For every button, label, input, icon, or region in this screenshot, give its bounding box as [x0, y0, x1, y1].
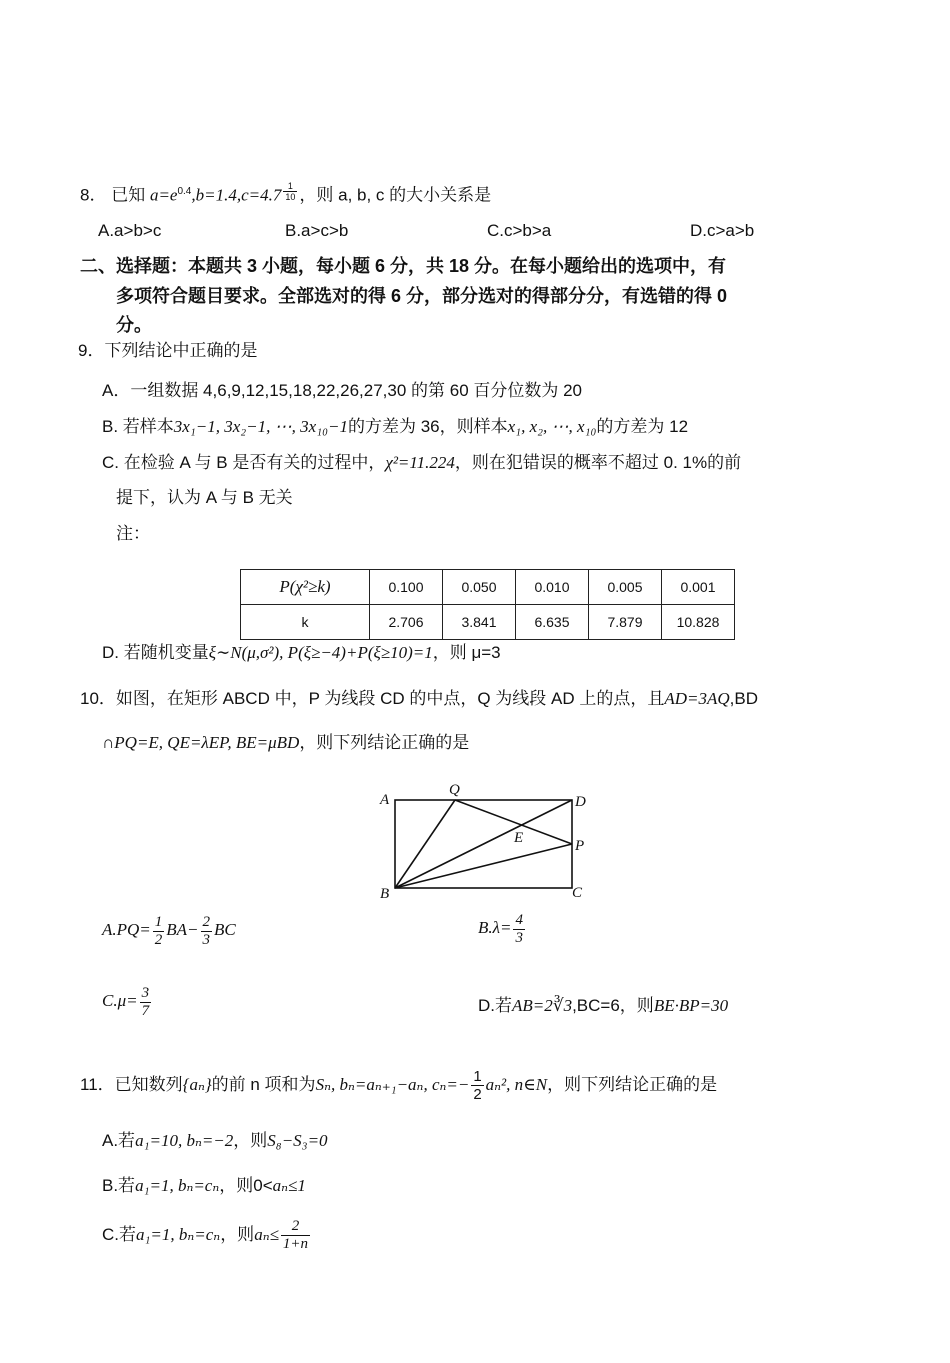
q10-line1-expr: AD=3AQ: [664, 689, 730, 708]
q10-c-num: 3: [141, 984, 150, 1001]
q11-b-expr: a₁=1, bₙ=cₙ: [135, 1176, 220, 1195]
q10-c-label: C.: [102, 991, 118, 1010]
q11-option-a: [102, 1129, 328, 1153]
q9-option-c-line2: 提下，认为 A 与 B 无关: [116, 488, 293, 507]
q11-stem: [80, 1068, 717, 1103]
label-p: P: [575, 838, 585, 854]
q8-option-b: B.a>c>b: [285, 221, 349, 240]
table-cell: 6.635: [516, 605, 589, 640]
q9-stem: 9．下列结论中正确的是: [78, 341, 258, 360]
q9-d-pre: D. 若随机变量: [102, 643, 209, 662]
q10-b-den: 3: [515, 929, 523, 946]
q11-b-pre: B.若: [102, 1176, 136, 1195]
q11-stem-frac-num: 1: [473, 1068, 482, 1086]
q9-c-pre: C. 在检验 A 与 B 是否有关的过程中，: [102, 453, 386, 472]
q10-d-pre: D.若: [478, 996, 512, 1015]
table-row: [241, 605, 735, 640]
q10-a-f1-num: 1: [154, 913, 163, 930]
q8-option-d: D.c>a>b: [690, 221, 755, 240]
q8-exp-a: 0.4: [177, 186, 192, 197]
q10-c-expr: μ=: [117, 991, 138, 1010]
table-cell: 0.010: [516, 570, 589, 605]
q11-c-mid: ，则: [220, 1225, 255, 1244]
q8-option-a: A.a>b>c: [98, 221, 162, 240]
q11-stem-expr: Sₙ, bₙ=aₙ₊₁−aₙ, cₙ=−: [315, 1075, 470, 1094]
q11-a-mid: ，则: [233, 1131, 268, 1150]
q11-stem-seq: {aₙ}: [182, 1075, 212, 1094]
q9-b-expr2: x₁, x₂, ⋯, x₁₀: [507, 417, 597, 436]
q11-c-expr: a₁=1, bₙ=cₙ: [136, 1225, 221, 1244]
rectangle-figure: [370, 778, 600, 904]
q10-option-b: [478, 911, 527, 947]
label-d: D: [575, 794, 586, 810]
q10-line2-expr: ∩PQ=E, QE=λEP, BE=μBD: [102, 733, 300, 752]
q9-b-expr1: 3x₁−1, 3x₂−1, ⋯, 3x₁₀−1: [173, 417, 348, 436]
table-header-p: P(χ²≥k): [241, 570, 370, 605]
q9-option-d: [102, 641, 501, 665]
q10-a-expr: PQ=: [116, 920, 151, 939]
q9-d-expr: ξ∼N(μ,σ²), P(ξ≥−4)+P(ξ≥10)=1: [208, 643, 433, 662]
q11-stem-frac-den: 2: [473, 1086, 482, 1104]
q10-d-expr: AB=2∛3: [512, 996, 573, 1015]
label-e: E: [514, 830, 524, 846]
q10-option-c: [102, 984, 153, 1020]
q10-d-mid: ,BC=6，则: [572, 996, 654, 1015]
q10-a-f1-den: 2: [154, 931, 163, 948]
q10-line1: [80, 687, 758, 711]
table-cell: 0.005: [589, 570, 662, 605]
label-b: B: [380, 886, 390, 902]
table-row: [241, 570, 735, 605]
q8-expr-a: a=e: [149, 185, 178, 205]
section2-line2: 多项符合题目要求。全部选对的得 6 分，部分选对的得部分分，有选错的得 0: [116, 286, 728, 306]
table-cell: 10.828: [662, 605, 735, 640]
q10-c-den: 7: [141, 1002, 150, 1019]
q11-a-expr2: S₈−S₃=0: [267, 1131, 328, 1150]
q9-c-post: ，则在犯错误的概率不超过 0. 1%的前: [454, 453, 742, 472]
q8-option-c: C.c>b>a: [487, 221, 552, 240]
q11-option-b: [102, 1174, 306, 1198]
q11-option-c: [102, 1217, 312, 1253]
q11-c-num: 2: [281, 1218, 310, 1236]
q11-stem-pre: 11．已知数列: [80, 1075, 183, 1094]
q8-prefix: 已知: [111, 185, 146, 205]
table-header-k: k: [241, 605, 370, 640]
q9-c-expr: χ²=11.224: [385, 453, 455, 472]
q10-b-label: B.: [478, 918, 493, 937]
q10-line2: [102, 731, 469, 755]
q10-line1-pre: 10．如图，在矩形 ABCD 中，P 为线段 CD 的中点，Q 为线段 AD 上的点，且: [80, 689, 665, 708]
q10-a-f2-num: 2: [202, 913, 211, 930]
label-q: Q: [449, 782, 460, 798]
q9-b-pre: B. 若样本: [102, 417, 174, 436]
table-cell: 0.001: [662, 570, 735, 605]
q11-b-expr2: aₙ≤1: [272, 1176, 306, 1195]
section2-line3: 分。: [116, 315, 152, 335]
q8-suffix: ，则 a, b, c 的大小关系是: [299, 185, 492, 205]
chi-square-table: [240, 569, 735, 640]
q10-a-mid: BA−: [166, 920, 199, 939]
q10-option-d: [478, 994, 728, 1018]
q11-c-expr2: aₙ≤: [254, 1225, 279, 1244]
section2-line1: 二、选择题：本题共 3 小题，每小题 6 分，共 18 分。在每小题给出的选项中，有: [80, 256, 727, 276]
q9-b-post: 的方差为 12: [596, 417, 689, 436]
q9-option-c: [102, 451, 741, 475]
q10-a-label: A.: [102, 920, 117, 939]
segment-bd: [395, 800, 572, 888]
q11-stem-expr2: aₙ², n∈N: [485, 1075, 548, 1094]
q8-expr-b: ,b=1.4,c=4.7: [191, 185, 282, 205]
label-c: C: [572, 885, 583, 901]
q8-exp-c-num: 1: [283, 181, 297, 192]
q11-a-expr: a₁=10, bₙ=−2: [135, 1131, 234, 1150]
q9-d-post: ，则 μ=3: [432, 643, 501, 662]
segment-bp: [395, 844, 572, 888]
q11-c-pre: C.若: [102, 1225, 136, 1244]
q8-exp-c-den: 10: [285, 191, 296, 202]
q10-b-num: 4: [515, 911, 523, 928]
q10-a-f2-den: 3: [202, 931, 211, 948]
q10-b-expr: λ=: [492, 918, 512, 937]
q10-a-end: BC: [214, 920, 236, 939]
q9-option-b: [102, 415, 688, 439]
q9-note: 注：: [116, 524, 150, 543]
table-cell: 7.879: [589, 605, 662, 640]
table-cell: 0.050: [443, 570, 516, 605]
q11-c-den: 1+n: [282, 1236, 309, 1253]
table-cell: 3.841: [443, 605, 516, 640]
label-a: A: [380, 792, 390, 808]
q9-option-a: A．一组数据 4,6,9,12,15,18,22,26,27,30 的第 60 百分位数为 20: [102, 381, 583, 400]
question-8: [80, 180, 491, 208]
q10-line2-post: ，则下列结论正确的是: [299, 733, 470, 752]
table-cell: 2.706: [370, 605, 443, 640]
table-cell: 0.100: [370, 570, 443, 605]
q10-d-expr2: BE·BP=30: [653, 996, 729, 1015]
q8-number: 8．: [80, 185, 107, 205]
q10-option-a: [102, 913, 236, 949]
q10-line1-post: ,BD: [729, 689, 758, 708]
q11-stem-post: ，则下列结论正确的是: [547, 1075, 718, 1094]
q9-b-mid: 的方差为 36，则样本: [348, 417, 508, 436]
q8-exp-c: [281, 180, 299, 202]
q11-a-pre: A.若: [102, 1131, 136, 1150]
q11-stem-mid: 的前 n 项和为: [211, 1075, 316, 1094]
q11-b-mid: ，则0<: [219, 1176, 273, 1195]
